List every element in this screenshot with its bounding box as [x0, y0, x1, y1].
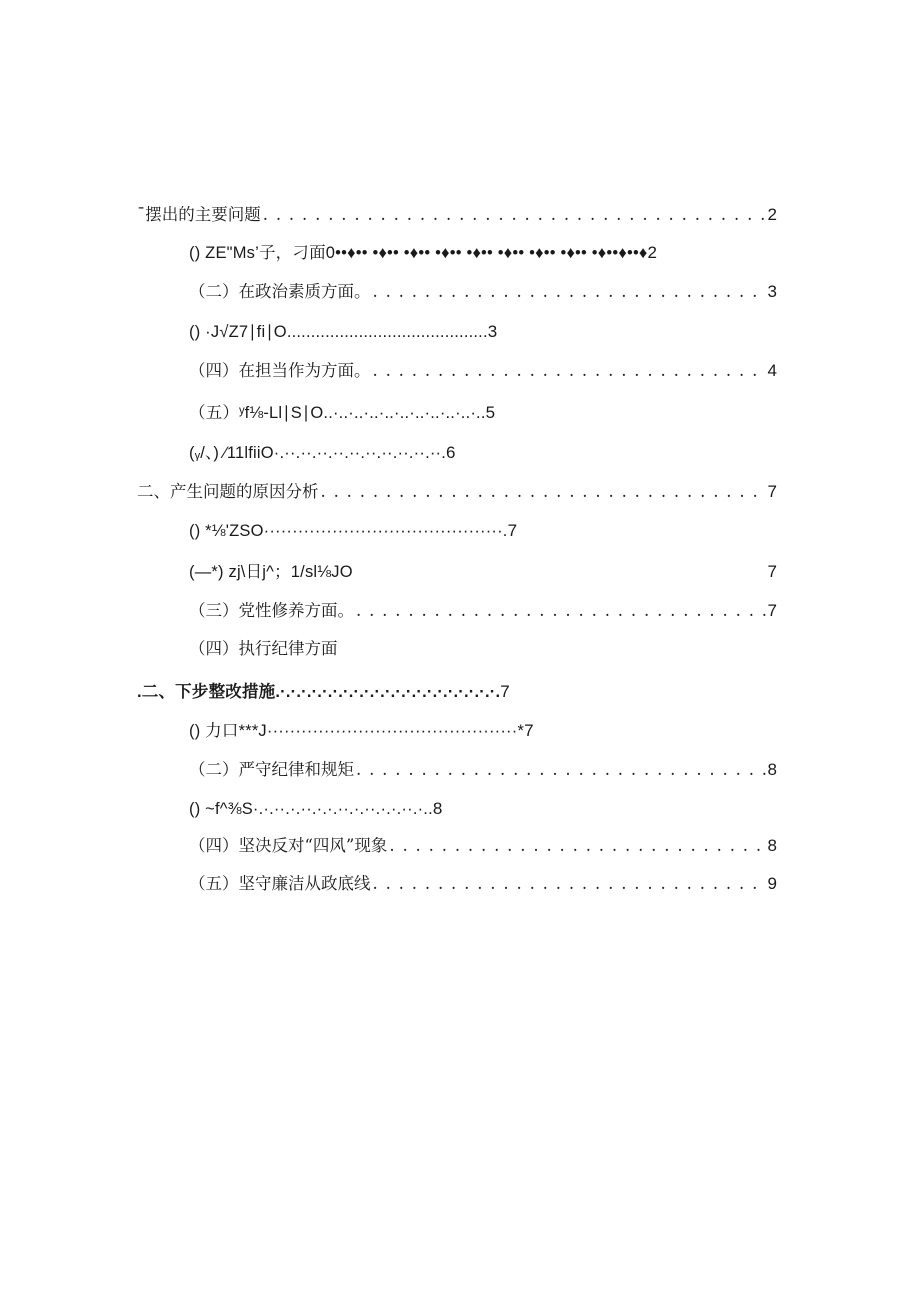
toc-entry-title: 二、产生问题的原因分析 [137, 482, 319, 501]
toc-entry-title: （三）党性修养方面。 [189, 601, 354, 620]
toc-entry [137, 679, 567, 705]
toc-entry-title: （二）在政治素质方面。 [189, 282, 371, 301]
toc-entry-title: () ·J√Z7∣fi∣O.......................................... [189, 323, 488, 341]
toc-entry [189, 319, 569, 345]
toc-entry-title: () 力口***J············································* [189, 722, 525, 740]
toc-entry-title: （四）执行纪律方面 [189, 639, 338, 658]
toc-leader [373, 871, 766, 897]
toc-entry [189, 796, 549, 822]
toc-entry-title: （四）在担当作为方面。 [189, 361, 371, 380]
toc-entry [189, 718, 549, 744]
toc-leader [263, 202, 766, 228]
toc-leader [356, 598, 766, 624]
toc-entry [137, 479, 777, 505]
toc-entry-page: 2 [767, 205, 777, 224]
toc-leader [321, 479, 766, 505]
toc-entry-page: 8 [767, 760, 777, 779]
toc-entry [189, 240, 789, 266]
toc-entry-title: （五）ʸf⅛-Ll∣S∣O..·..·..·..·..·..·..·..·..·..·.. [189, 404, 486, 422]
toc-entry-page: 7 [767, 601, 777, 620]
toc-entry-title: （五）坚守廉洁从政底线 [189, 874, 371, 893]
toc-leader [389, 833, 765, 859]
toc-entry [189, 757, 777, 783]
toc-entry-page: 5 [485, 403, 496, 422]
toc-entry-page: 3 [767, 282, 777, 301]
toc-entry [189, 598, 777, 624]
toc-entry-title: ˉ摆出的主要问题 [137, 205, 261, 224]
toc-entry [189, 559, 777, 585]
toc-entry [189, 279, 777, 305]
toc-entry-title: (—*) zj\日j^；1/sl⅛JO [189, 563, 353, 581]
toc-entry-page: 7 [507, 521, 518, 540]
toc-entry-title: () *⅛'ZSO··········································. [189, 522, 508, 540]
toc-entry [189, 833, 777, 859]
toc-entry [189, 636, 777, 662]
toc-entry-page: 7 [767, 562, 777, 581]
toc-entry-title: （二）严守纪律和规矩 [189, 760, 354, 779]
toc-entry-page: 9 [767, 874, 777, 893]
toc-leader [373, 358, 766, 384]
toc-entry-title: (ᵧ/、) ∕11lfiiO·.··.··.··.··.··.··.··.··.··.··. [189, 444, 447, 462]
toc-entry-page: 7 [500, 682, 510, 701]
toc-entry-page: 8 [767, 836, 777, 855]
toc-entry [189, 358, 777, 384]
toc-entry-title: () ZE"Ms’子，刁面0••♦•• •♦•• •♦•• •♦•• •♦•• •♦•• •♦•• •♦•• •♦••♦••♦ [189, 244, 648, 262]
toc-entry-page: 7 [524, 721, 534, 740]
toc-entry-page: 3 [487, 322, 498, 341]
toc-entry-page: 6 [446, 443, 456, 462]
toc-entry-title: （四）坚决反对“四风”现象 [189, 836, 388, 855]
toc-leader [373, 279, 766, 305]
toc-entry-page: 4 [767, 361, 777, 380]
toc-entry [189, 440, 539, 466]
toc-entry [189, 400, 589, 426]
toc-entry-title: .二、下步整改措施.·.·.·.·.·.·.·.·.·.·.·.·.·.·.·.·.·.·.·.·.·. [137, 683, 501, 701]
toc-entry-page: 7 [767, 482, 777, 501]
toc-leader [356, 757, 766, 783]
toc-entry [189, 871, 777, 897]
toc-entry-page: 2 [647, 243, 658, 262]
toc-entry-title: () ~f^⅜S·.·.··.·.··.·.·.··.·.··.·.·.··.·.. [189, 800, 433, 818]
toc-entry [137, 202, 777, 228]
toc-entry-page: 8 [432, 799, 443, 818]
toc-entry [189, 518, 529, 544]
